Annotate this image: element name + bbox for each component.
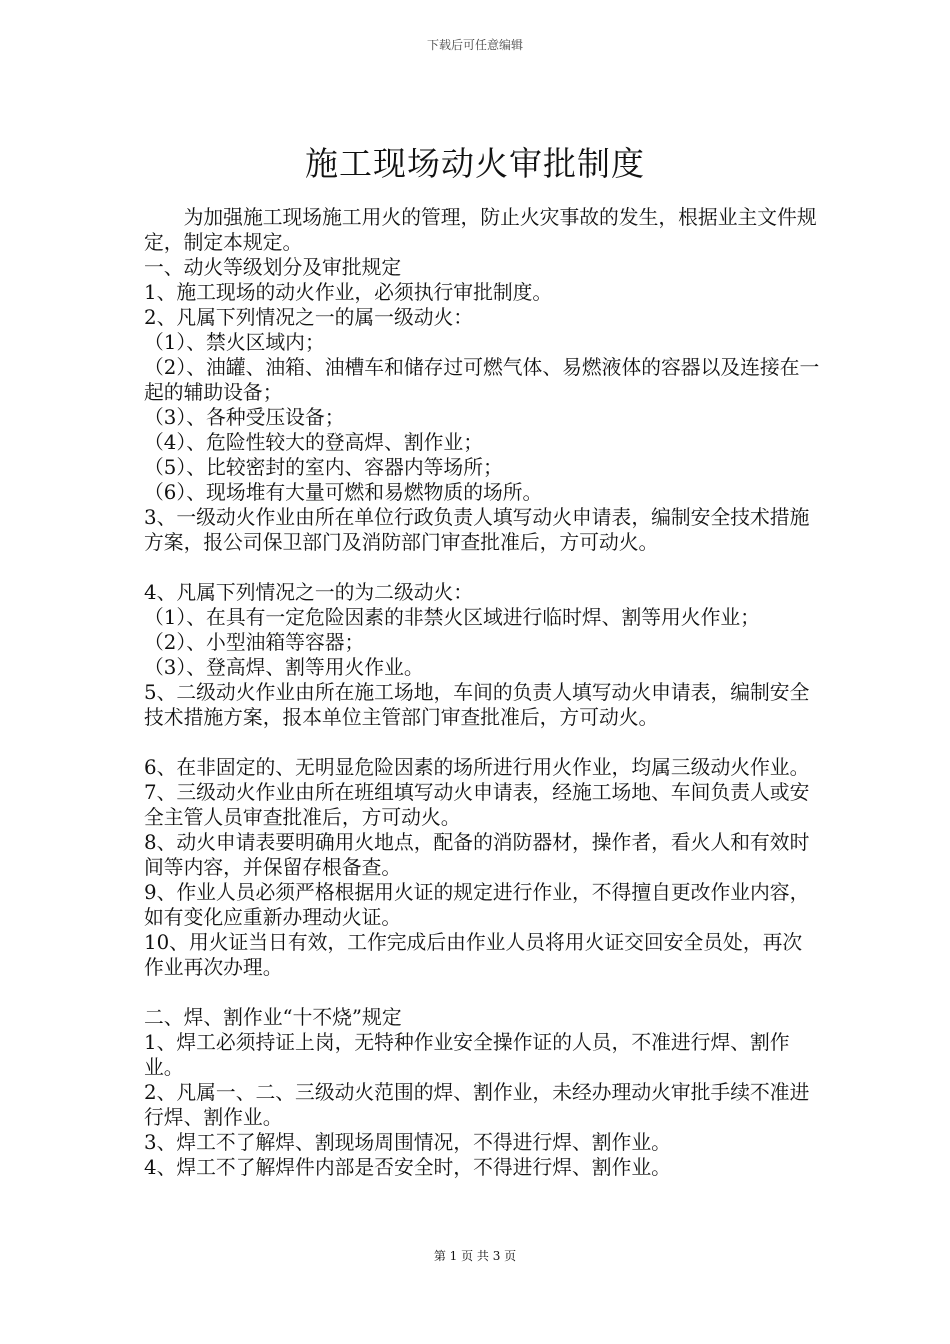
list-item: （3）、各种受压设备； [144,406,345,429]
blank-line [144,730,820,755]
paragraph: 7、三级动火作业由所在班组填写动火申请表，经施工场地、车间负责人或安全主管人员审查批准后，方可动火。 [144,781,810,829]
document-body [144,205,820,1180]
list-item: （4）、危险性较大的登高焊、割作业； [144,431,483,454]
blank-line [144,555,820,580]
section-heading-2: 二、焊、割作业“十不烧”规定 [144,1006,402,1029]
paragraph: 3、一级动火作业由所在单位行政负责人填写动火申请表，编制安全技术措施方案，报公司保卫部门及消防部门审查批准后，方可动火。 [144,506,810,554]
paragraph: 4、凡属下列情况之一的为二级动火： [144,581,474,604]
page-number: 第 1 页 共 3 页 [433,1249,517,1263]
paragraph: 9、作业人员必须严格根据用火证的规定进行作业，不得擅自更改作业内容，如有变化应重新办理动火证。 [144,881,810,929]
paragraph: 8、动火申请表要明确用火地点，配备的消防器材，操作者，看火人和有效时间等内容，并保留存根备查。 [144,831,810,879]
intro-paragraph: 为加强施工现场施工用火的管理，防止火灾事故的发生，根据业主文件规定，制定本规定。 [144,206,817,254]
page-header-note: 下载后可任意编辑 [426,38,523,52]
paragraph: 10、用火证当日有效，工作完成后由作业人员将用火证交回安全员处，再次作业再次办理。 [144,931,803,979]
paragraph: 2、凡属一、二、三级动火范围的焊、割作业，未经办理动火审批手续不准进行焊、割作业。 [144,1081,810,1129]
paragraph: 6、在非固定的、无明显危险因素的场所进行用火作业，均属三级动火作业。 [144,756,810,779]
paragraph: 4、焊工不了解焊件内部是否安全时，不得进行焊、割作业。 [144,1156,671,1179]
list-item: （5）、比较密封的室内、容器内等场所； [144,456,503,479]
blank-line [144,980,820,1005]
document-title: 施工现场动火审批制度 [305,144,645,183]
paragraph: 1、焊工必须持证上岗，无特种作业安全操作证的人员，不准进行焊、割作业。 [144,1031,790,1079]
paragraph: 3、焊工不了解焊、割现场周围情况，不得进行焊、割作业。 [144,1131,671,1154]
list-item: （6）、现场堆有大量可燃和易燃物质的场所。 [144,481,543,504]
list-item: （1）、在具有一定危险因素的非禁火区域进行临时焊、割等用火作业； [144,606,760,629]
paragraph: 1、施工现场的动火作业，必须执行审批制度。 [144,281,553,304]
paragraph: 5、二级动火作业由所在施工场地，车间的负责人填写动火申请表，编制安全技术措施方案，报本单位主管部门审查批准后，方可动火。 [144,681,810,729]
section-heading-1: 一、动火等级划分及审批规定 [144,256,402,279]
list-item: （2）、小型油箱等容器； [144,631,365,654]
paragraph: 2、凡属下列情况之一的属一级动火： [144,306,474,329]
list-item: （1）、禁火区域内； [144,331,325,354]
list-item: （3）、登高焊、割等用火作业。 [144,656,424,679]
list-item: （2）、油罐、油箱、油槽车和储存过可燃气体、易燃液体的容器以及连接在一起的辅助设备； [144,356,820,404]
